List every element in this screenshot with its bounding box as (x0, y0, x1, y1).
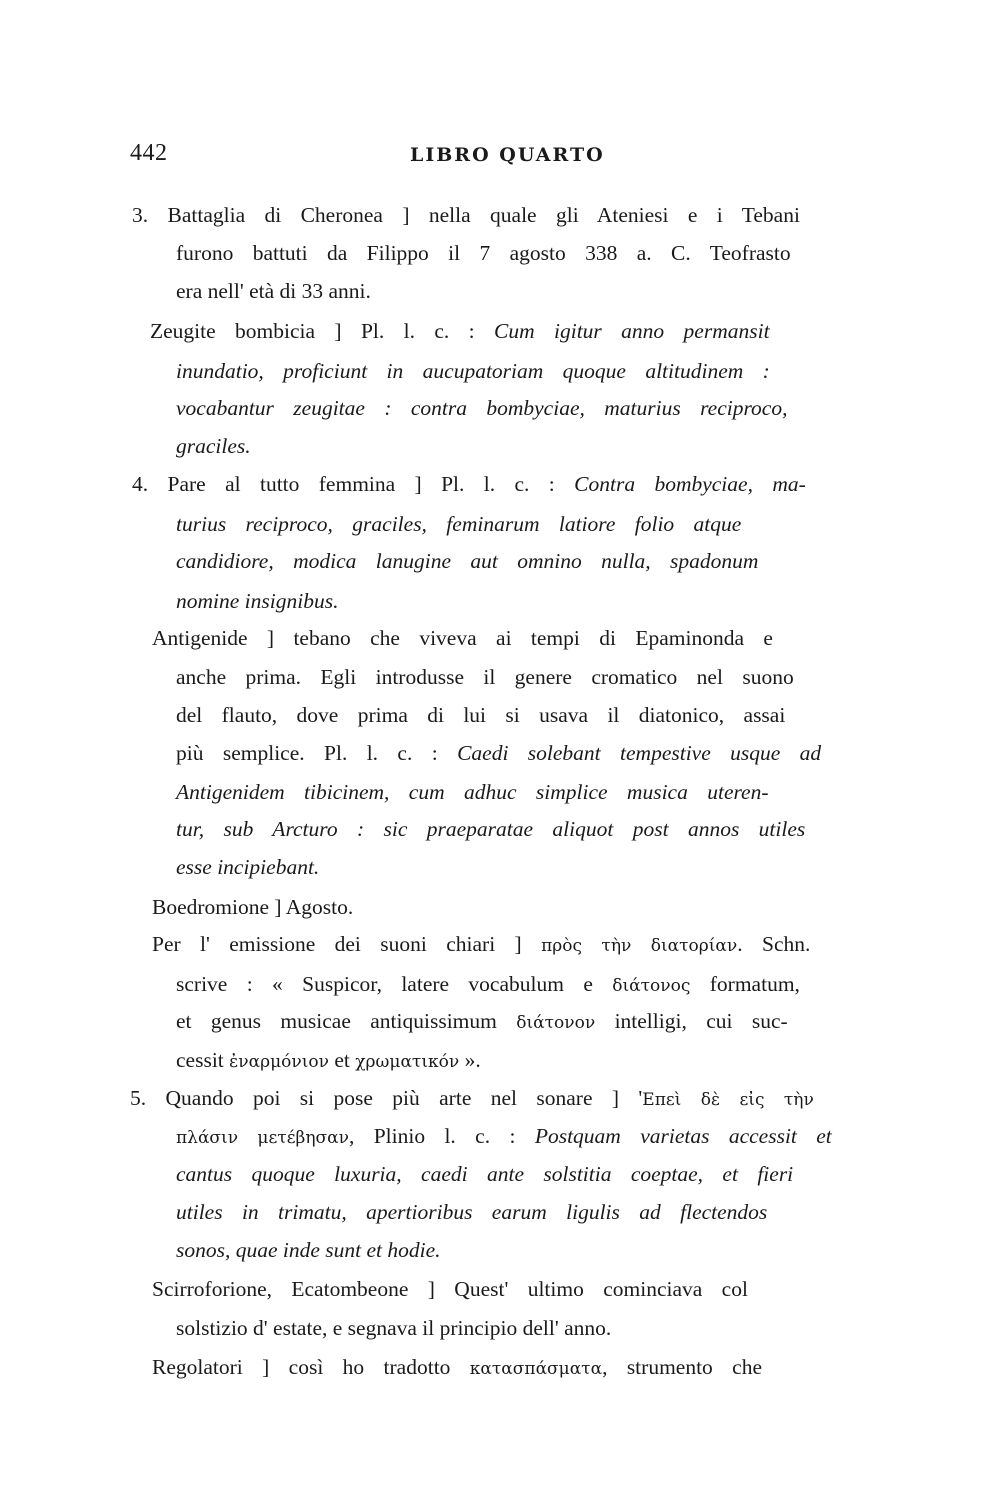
italic-text: tur, sub Arcturo : sic praeparatae aliquot post annos utiles (176, 817, 806, 841)
roman-text: Per l' emissione dei suoni chiari ] (152, 932, 542, 956)
text-line (176, 586, 338, 616)
text-line (132, 469, 806, 499)
text-line (176, 852, 319, 882)
page-header (130, 140, 890, 176)
text-line (176, 969, 800, 1001)
italic-text: Antigenidem tibicinem, cum adhuc simplice musica uteren- (176, 780, 769, 804)
italic-text: nomine insignibus. (176, 589, 339, 613)
roman-text: più semplice. Pl. l. c. : (176, 741, 458, 765)
roman-text: et (328, 1048, 356, 1072)
text-line (152, 1352, 762, 1384)
text-line (176, 1235, 441, 1265)
roman-text: solstizio d' estate, e segnava il principio dell' anno. (176, 1316, 612, 1340)
greek-text: πλάσιν μετέβησαν (176, 1128, 349, 1148)
italic-text: graciles. (176, 434, 251, 458)
greek-text: Επεὶ δὲ εἰς τὴν (642, 1090, 814, 1110)
italic-text: candidiore, modica lanugine aut omnino nulla, spadonum (176, 549, 759, 573)
roman-text: Scirroforione, Ecatombeone ] Quest' ultimo cominciava col (152, 1277, 748, 1301)
italic-text: turius reciproco, graciles, feminarum latiore folio atque (176, 512, 742, 536)
roman-text: anche prima. Egli introdusse il genere cromatico nel suono (176, 665, 794, 689)
text-line (176, 1159, 793, 1189)
text-line (176, 393, 787, 423)
roman-text: era nell' età di 33 anni. (176, 279, 371, 303)
greek-text: κατασπάσματα (469, 1359, 603, 1379)
italic-text: Caedi solebant tempestive usque ad (457, 741, 822, 765)
roman-text: Antigenide ] tebano che viveva ai tempi di Epaminonda e (152, 626, 773, 650)
roman-text: ». (459, 1048, 481, 1072)
text-line (132, 200, 800, 230)
text-line (176, 356, 770, 386)
roman-text: . Schn. (737, 932, 811, 956)
greek-text: ἐναρμόνιον (229, 1052, 329, 1072)
italic-text: Postquam varietas accessit et (534, 1124, 832, 1148)
roman-text: Boedromione ] Agosto. (152, 895, 354, 919)
text-line (176, 738, 821, 768)
text-line (152, 892, 353, 922)
roman-text: intelligi, cui suc- (595, 1009, 788, 1033)
greek-text: πρὸς τὴν διατορίαν (541, 936, 738, 956)
italic-text: sonos, quae inde sunt et hodie. (176, 1238, 441, 1262)
text-line (176, 1197, 767, 1227)
text-line (130, 1083, 814, 1115)
roman-text: scrive : « Suspicor, latere vocabulum e (176, 972, 613, 996)
text-line (176, 276, 371, 306)
roman-text: , Plinio l. c. : (348, 1124, 535, 1148)
text-line (176, 431, 251, 461)
running-head: LIBRO QUARTO (410, 144, 605, 166)
text-line (176, 662, 794, 692)
text-line (152, 1274, 748, 1304)
text-line (176, 1121, 832, 1153)
greek-text: διάτονον (516, 1013, 596, 1033)
page-number: 442 (130, 140, 168, 166)
greek-text: χρωματικόν (355, 1052, 460, 1072)
text-line (176, 509, 741, 539)
roman-text: 3. Battaglia di Cheronea ] nella quale gli Ateniesi e i Tebani (132, 203, 800, 227)
text-line (152, 623, 773, 653)
text-line (152, 929, 810, 961)
text-line (176, 546, 758, 576)
roman-text: Regolatori ] così ho tradotto (152, 1355, 470, 1379)
text-line (176, 1045, 481, 1077)
roman-text: 4. Pare al tutto femmina ] Pl. l. c. : (132, 472, 575, 496)
italic-text: esse incipiebant. (176, 855, 320, 879)
text-line (176, 777, 769, 807)
text-line (176, 1313, 611, 1343)
text-line (176, 700, 785, 730)
text-line (176, 814, 805, 844)
text-line (176, 1006, 788, 1038)
greek-text: διάτονος (612, 976, 691, 996)
text-line (176, 238, 791, 268)
roman-text: , strumento che (602, 1355, 763, 1379)
roman-text: cessit (176, 1048, 230, 1072)
roman-text: furono battuti da Filippo il 7 agosto 338 a. C. Teofrasto (176, 241, 791, 265)
roman-text: 5. Quando poi si pose più arte nel sonare ] ' (130, 1086, 643, 1110)
italic-text: Cum igitur anno permansit (494, 319, 770, 343)
italic-text: Contra bombyciae, ma- (574, 472, 806, 496)
italic-text: inundatio, proficiunt in aucupatoriam quoque altitudinem : (176, 359, 770, 383)
italic-text: cantus quoque luxuria, caedi ante solstitia coeptae, et fieri (176, 1162, 794, 1186)
roman-text: del flauto, dove prima di lui si usava il diatonico, assai (176, 703, 786, 727)
roman-text: formatum, (690, 972, 800, 996)
roman-text: Zeugite bombicia ] Pl. l. c. : (150, 319, 495, 343)
italic-text: vocabantur zeugitae : contra bombyciae, maturius reciproco, (176, 396, 788, 420)
text-line (150, 316, 770, 346)
italic-text: utiles in trimatu, apertioribus earum ligulis ad flectendos (176, 1200, 768, 1224)
roman-text: et genus musicae antiquissimum (176, 1009, 517, 1033)
